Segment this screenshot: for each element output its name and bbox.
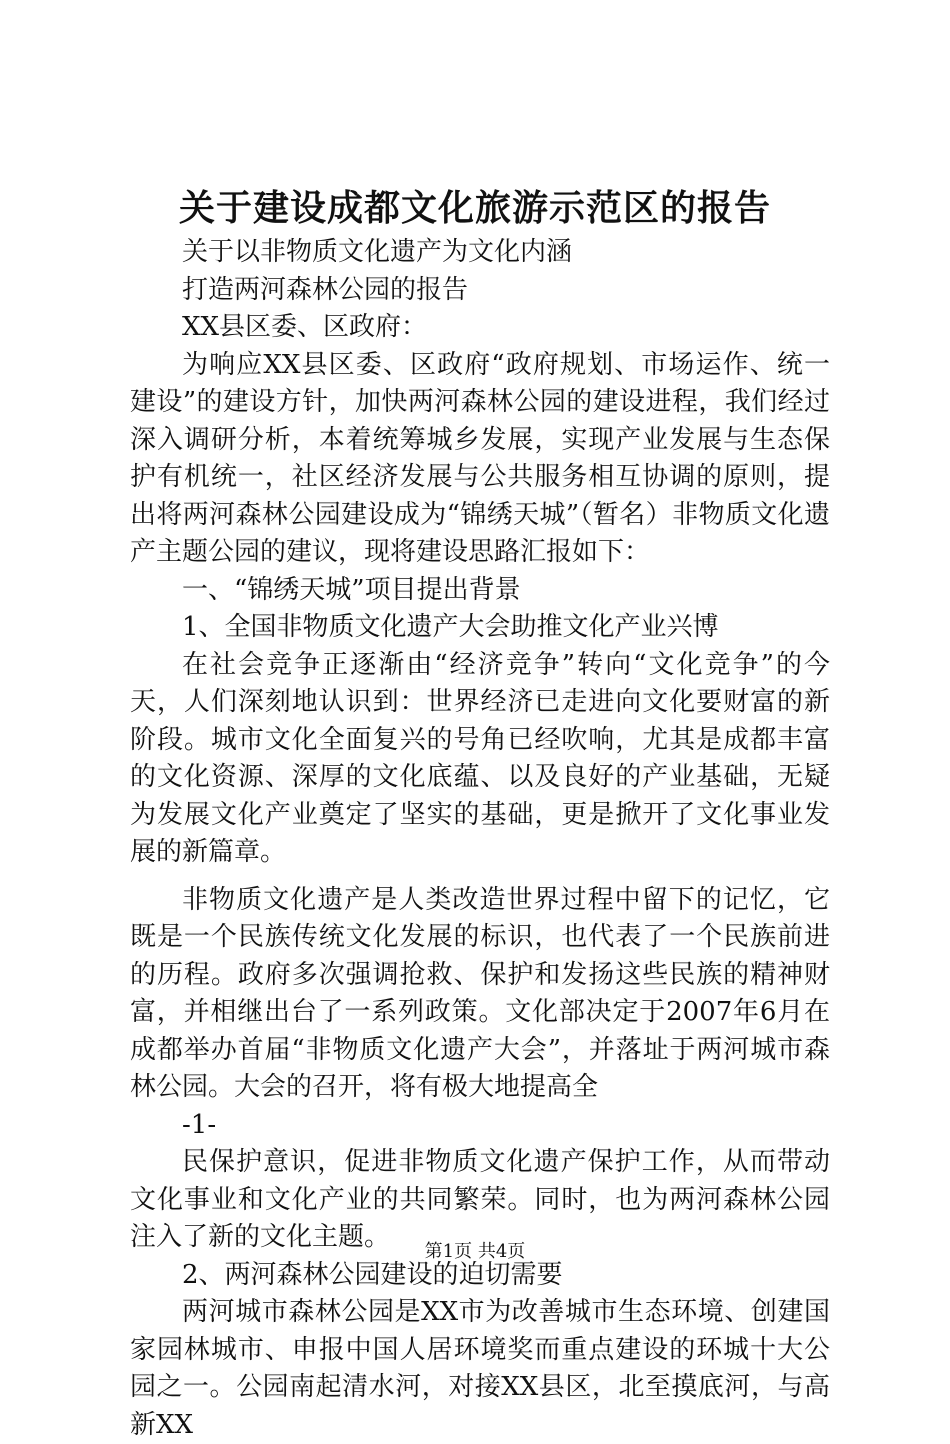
paragraph-intro: 为响应XX县区委、区政府“政府规划、市场运作、统一建设”的建设方针，加快两河森林公园的建设进程，我们经过深入调研分析，本着统筹城乡发展，实现产业发展与生态保护有机统一，社区经济发展与公共服务相互协调的原则，提出将两河森林公园建设成为“锦绣天城”（暂名）非物质文化遗产主题公园的建议，现将建设思路汇报如下： — [130, 349, 830, 567]
inline-page-number: -1- — [182, 1109, 217, 1140]
section-heading-1: 一、“锦绣天城”项目提出背景 — [182, 574, 521, 605]
page-footer: 第1页 共4页 — [424, 1241, 526, 1262]
subsection-heading-1: 1、全国非物质文化遗产大会助推文化产业兴博 — [182, 612, 719, 642]
document-title: 关于建设成都文化旅游示范区的报告 — [178, 187, 771, 229]
paragraph-body: 在社会竞争正逐渐由“经济竞争”转向“文化竞争”的今天，人们深刻地认识到：世界经济已走进向文化要财富的新阶段。城市文化全面复兴的号角已经吹响，尤其是成都丰富的文化资源、深厚的文化底蕴、以及良好的产业基础，无疑为发展文化产业奠定了坚实的基础，更是掀开了文化事业发展的新篇章。 — [130, 649, 830, 867]
paragraph-body: 两河城市森林公园是XX市为改善城市生态环境、创建国家园林城市、申报中国人居环境奖而重点建设的环城十大公园之一。公园南起清水河，对接XX县区，北至摸底河，与高新XX — [130, 1297, 830, 1440]
paragraph-body: 民保护意识，促进非物质文化遗产保护工作，从而带动文化事业和文化产业的共同繁荣。同时，也为两河森林公园注入了新的文化主题。 — [130, 1147, 830, 1252]
paragraph-subtitle-1: 关于以非物质文化遗产为文化内涵 — [182, 237, 573, 267]
paragraph-subtitle-2: 打造两河森林公园的报告 — [182, 274, 469, 305]
paragraph-body: 非物质文化遗产是人类改造世界过程中留下的记忆，它既是一个民族传统文化发展的标识，也代表了一个民族前进的历程。政府多次强调抢救、保护和发扬这些民族的精神财富，并相继出台了一系列政策。文化部决定于2007年6月在成都举办首届“非物质文化遗产大会”，并落址于两河城市森林公园。大会的召开，将有极大地提高全 — [130, 884, 830, 1102]
subsection-heading-2: 2、两河森林公园建设的迫切需要 — [182, 1259, 563, 1290]
paragraph-salutation: XX县区委、区政府： — [182, 312, 428, 342]
